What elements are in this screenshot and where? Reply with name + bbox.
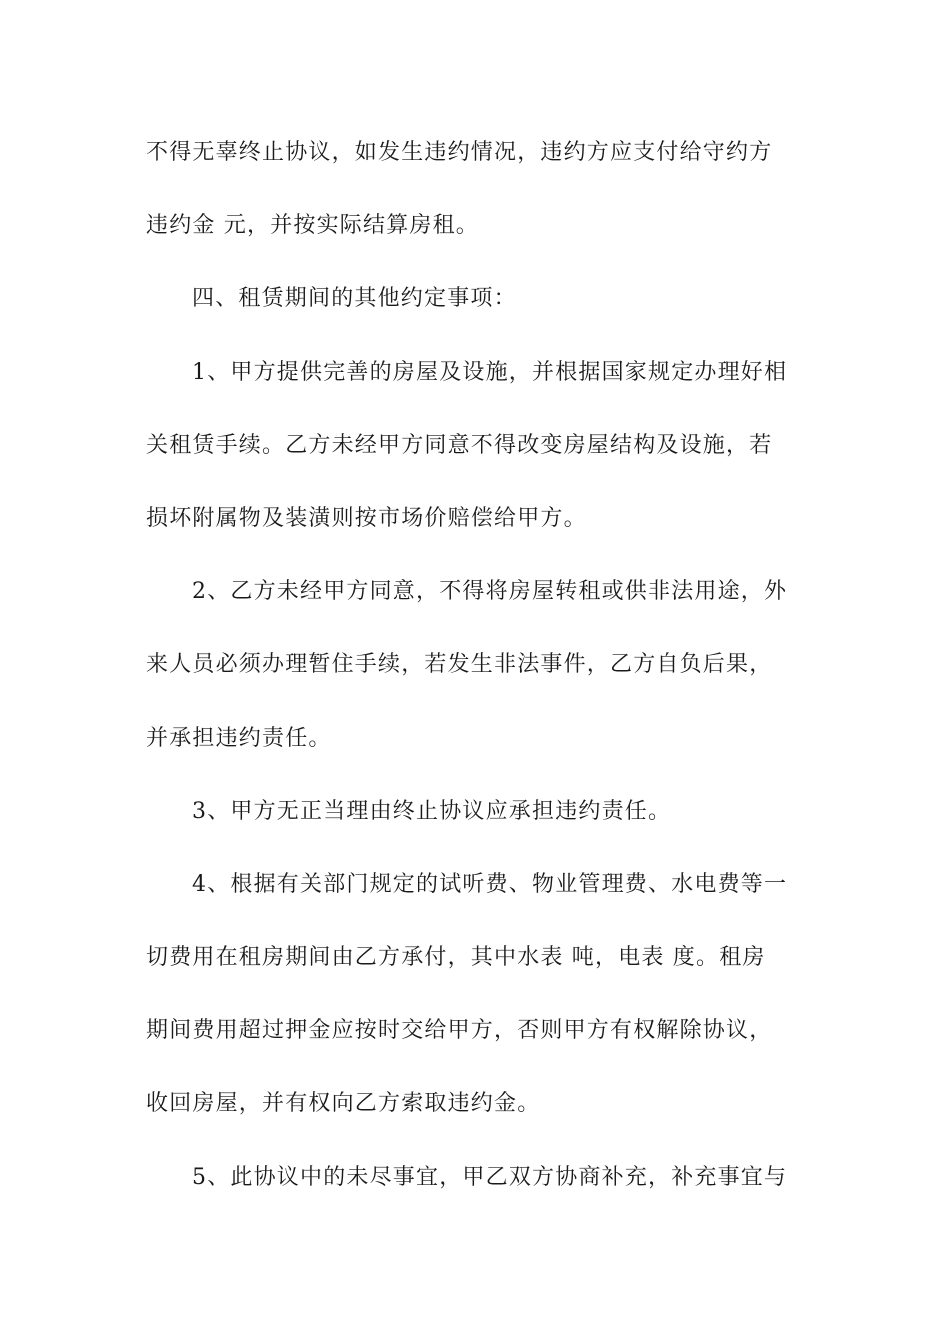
text-line: 期间费用超过押金应按时交给甲方，否则甲方有权解除协议， — [146, 1018, 773, 1044]
text-line: 4、根据有关部门规定的试听费、物业管理费、水电费等一 — [192, 871, 788, 897]
text-line: 并承担违约责任。 — [146, 725, 332, 751]
section-heading: 四、租赁期间的其他约定事项： — [192, 286, 517, 312]
text-line: 切费用在租房期间由乙方承付，其中水表 吨，电表 度。租房 — [146, 945, 766, 971]
text-line: 损坏附属物及装潢则按市场价赔偿给甲方。 — [146, 505, 587, 531]
text-line: 3、甲方无正当理由终止协议应承担违约责任。 — [192, 798, 672, 824]
document-body — [146, 129, 806, 1227]
text-line: 收回房屋，并有权向乙方索取违约金。 — [146, 1091, 541, 1117]
text-line: 5、此协议中的未尽事宜，甲乙双方协商补充，补充事宜与 — [192, 1164, 788, 1190]
text-line: 违约金 元，并按实际结算房租。 — [146, 213, 479, 239]
text-line: 2、乙方未经甲方同意，不得将房屋转租或供非法用途，外 — [192, 579, 788, 605]
text-line: 不得无辜终止协议，如发生违约情况，违约方应支付给守约方 — [146, 140, 773, 165]
text-line: 来人员必须办理暂住手续，若发生非法事件，乙方自负后果， — [146, 652, 773, 678]
text-line: 关租赁手续。乙方未经甲方同意不得改变房屋结构及设施，若 — [146, 432, 773, 458]
text-line: 1、甲方提供完善的房屋及设施，并根据国家规定办理好相 — [192, 359, 788, 385]
